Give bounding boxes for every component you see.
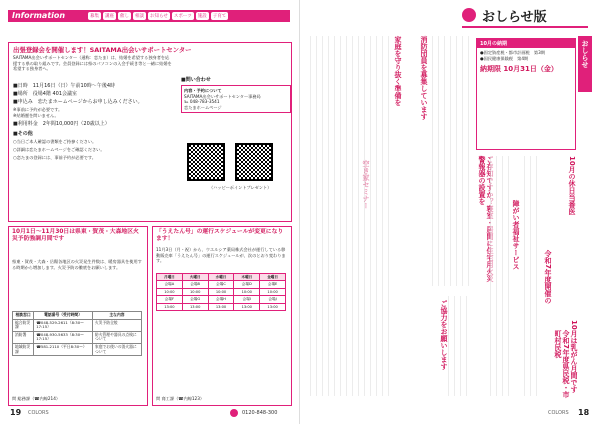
- table-cell: ☎581-2110（平日8:30～）: [34, 343, 93, 355]
- nav-item[interactable]: 催し: [120, 14, 129, 19]
- table-cell: 地域防災課: [13, 343, 34, 355]
- day-header: 火曜日: [182, 274, 208, 281]
- schedule-title: 「うえたん号」の運行スケジュールが変更になります！: [156, 229, 284, 242]
- footer-phone: 0120-848-300: [242, 410, 278, 416]
- table-cell: 会場E: [260, 281, 286, 288]
- table-cell: 10:00: [234, 288, 260, 295]
- table-cell: 消防署: [13, 331, 34, 343]
- fire-prevention-section: [8, 226, 148, 406]
- table-row: [157, 288, 286, 295]
- left-brand: COLORS: [28, 410, 49, 416]
- nav-strip: [88, 12, 228, 20]
- headline: 10月の休日当番医: [568, 156, 576, 215]
- side-tab: [578, 36, 592, 92]
- job-fair-body: SAITAMA出会いサポートセンター（通称：恋たま）は、結婚を希望する独身者を応援する県の取り組みです。会員登録には県のパソコンの入会手続き等と一緒に結婚を希望する独身者へ。: [13, 55, 172, 72]
- section-label: Information: [12, 11, 66, 20]
- table-cell: 総合防災課: [13, 319, 34, 331]
- headline: 消防団員を募集しています: [420, 36, 428, 120]
- table-cell: ☎048-529-2611（8:30～17:15）: [34, 319, 93, 331]
- contact-box: [181, 85, 291, 113]
- table-cell: 防火管理や器具の点検について: [92, 331, 141, 343]
- table-cell: 10:00: [208, 288, 234, 295]
- right-page: [302, 0, 600, 424]
- notice-line: ●国民健康保険税 第4期: [480, 55, 529, 61]
- job-fair-date: ■日時 11月16日（日）午前10時～午後4時: [13, 83, 115, 89]
- table-cell: 13:00: [157, 303, 183, 310]
- body-text-area: [310, 36, 390, 396]
- info-header: [8, 10, 290, 22]
- job-fair-title: 出張登録会を開催します！SAITAMA出会いサポートセンター: [13, 46, 192, 54]
- table-cell: 会場F: [157, 296, 183, 303]
- table-row: [13, 343, 142, 355]
- day-header: 木曜日: [234, 274, 260, 281]
- table-row: [157, 281, 286, 288]
- table-row: [157, 296, 286, 303]
- table-cell: 会場A: [157, 281, 183, 288]
- table-row: [13, 319, 142, 331]
- headline: 令和7年度開催の: [544, 250, 552, 304]
- table-cell: 会場B: [182, 281, 208, 288]
- job-fair-other: ○恋たまの登録には、事前予約が必要です。: [13, 155, 96, 160]
- job-fair-other-head: ■その他: [13, 131, 33, 137]
- left-page-number: 19: [10, 408, 22, 417]
- table-cell: 会場J: [260, 296, 286, 303]
- day-header: 金曜日: [260, 274, 286, 281]
- masthead: [462, 6, 588, 28]
- schedule-intro: 11月3日（月・祝）から、ウエルシア薬局株式会社が運行している移動販売車「うえたん号」の運行スケジュールが、次のとおり変わります。: [156, 247, 286, 264]
- schedule-footer: 問 商工課（☎内線123）: [156, 396, 205, 402]
- masthead-title: おしらせ版: [482, 10, 547, 25]
- contact-head: ■問い合わせ: [181, 77, 211, 83]
- table-cell: 10:00: [260, 288, 286, 295]
- table-cell: 火災予防全般: [92, 319, 141, 331]
- fire-body: 県東・賀茂・大森・岳陽各地区の火災発生件数は、暖房器具を使用する時期から増加します。火災予防の徹底をお願いします。: [12, 259, 142, 270]
- table-row: [157, 303, 286, 310]
- fire-footer: 問 総務課（☎内線214）: [12, 396, 61, 402]
- day-header: 月曜日: [157, 274, 183, 281]
- page-gutter: [299, 0, 300, 424]
- phone-icon: [230, 409, 238, 417]
- table-header: 相談窓口: [13, 312, 34, 320]
- job-fair-fee: ■利用料金 2年間10,000円（20歳以上）: [13, 121, 110, 127]
- job-fair-note: ※結婚歴を問いません。: [13, 113, 59, 118]
- left-page: [0, 0, 298, 424]
- table-cell: 10:00: [182, 288, 208, 295]
- notice-line: ●固定資産税・都市計画税 第3期: [480, 50, 545, 55]
- body-text-area: [524, 156, 542, 396]
- job-fair-place: ■場所 役場4階 401会議室: [13, 91, 78, 97]
- contact-line: ℡ 048-783-3541: [184, 99, 220, 105]
- table-cell: 会場I: [234, 296, 260, 303]
- footer: [0, 404, 600, 424]
- nav-item[interactable]: スポーツ: [173, 14, 192, 19]
- headline: ご協力をお願いします: [440, 300, 448, 370]
- table-row: [13, 331, 142, 343]
- notice-deadline: 納期限 10月31日（金）: [480, 65, 558, 74]
- body-text-area: [432, 36, 472, 286]
- job-fair-note: ※事前に予約が必要です。: [13, 107, 63, 112]
- tax-notice-box: [476, 38, 576, 150]
- job-fair-other: ○詳細は恋たまホームページをご確認ください。: [13, 147, 105, 152]
- table-cell: 13:00: [260, 303, 286, 310]
- nav-item[interactable]: 相談: [135, 14, 144, 19]
- contact-line: SAITAMA出会いサポートセンター事務局: [184, 93, 261, 99]
- right-brand: COLORS: [548, 410, 569, 416]
- nav-item[interactable]: 子育て: [212, 14, 227, 19]
- nav-item[interactable]: 講座: [105, 14, 114, 19]
- qr-caption: （ハッピーポイントプレゼント）: [209, 185, 272, 190]
- table-cell: 13:00: [208, 303, 234, 310]
- job-fair-other: ○当日ご本人確認の書類をご持参ください。: [13, 139, 97, 144]
- schedule-table: [156, 273, 286, 311]
- nav-item[interactable]: 募集: [90, 14, 99, 19]
- qr-code-icon: [235, 143, 273, 181]
- job-fair-section: [8, 42, 292, 222]
- nav-item[interactable]: 施設: [197, 14, 207, 19]
- table-cell: 家庭でお使いの消火器について: [92, 343, 141, 355]
- day-header: 水曜日: [208, 274, 234, 281]
- table-cell: 13:00: [234, 303, 260, 310]
- table-cell: 会場D: [234, 281, 260, 288]
- table-cell: ☎048-930-5633（8:30～17:15）: [34, 331, 93, 343]
- schedule-section: [152, 226, 292, 406]
- headline: 家庭を守り抜く準備を: [394, 36, 402, 106]
- headline: 警報器の設置を: [478, 156, 486, 205]
- table-cell: 会場C: [208, 281, 234, 288]
- contact-line: 内容・予約について: [184, 88, 222, 93]
- side-tab-label: おしらせ: [581, 40, 589, 68]
- table-cell: 10:00: [157, 288, 183, 295]
- body-text-area: [490, 156, 510, 396]
- table-cell: 13:00: [182, 303, 208, 310]
- headline: 10月は乳がん月間です: [570, 320, 578, 393]
- job-fair-apply: ■申込み 恋たまホームページからお申し込みください。: [13, 99, 143, 105]
- body-text-area: [448, 296, 472, 396]
- table-header: 主な内容: [92, 312, 141, 320]
- nav-item[interactable]: お知らせ: [150, 14, 168, 19]
- qr-code-icon: [187, 143, 225, 181]
- table-header: 電話番号（受付時間）: [34, 312, 93, 320]
- contact-line: 恋たまホームページ: [184, 104, 222, 110]
- masthead-icon: [462, 8, 476, 22]
- fire-contact-table: [12, 311, 142, 356]
- headline: 障がい者福祉サービス: [512, 200, 520, 270]
- fire-title: 10月1日～11月30日は県東・賀茂・大森地区火災予防強調月間です: [12, 229, 139, 242]
- right-page-number: 18: [578, 408, 590, 417]
- table-cell: 会場H: [208, 296, 234, 303]
- headline: 令和7年度県民税・市町村民税: [554, 330, 570, 398]
- notice-title: 10月の納期: [477, 39, 575, 48]
- table-cell: 会場G: [182, 296, 208, 303]
